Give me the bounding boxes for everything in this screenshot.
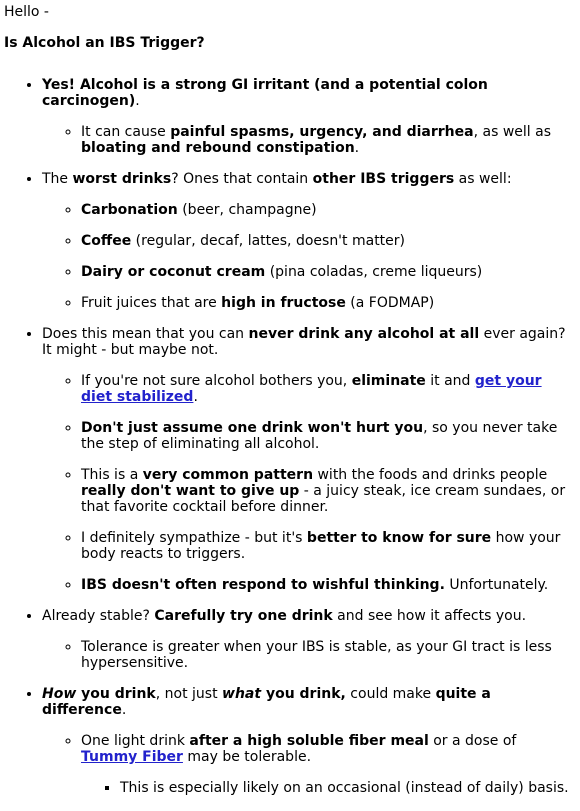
list-item: ◦ If you're not sure alcohol bothers you, eliminate it and get your diet stabilized. — [81, 373, 576, 405]
list-item: ◦ IBS doesn't often respond to wishful thinking. Unfortunately. — [81, 577, 576, 593]
sublist — [42, 124, 576, 156]
newsletter-body — [4, 4, 576, 811]
sublist — [81, 780, 576, 796]
list-item: ◦ One light drink after a high soluble fiber meal or a dose of Tummy Fiber may be tolerable. ▪ This is especially likely on an occasional (instead of daily) basis. — [81, 733, 576, 796]
get-diet-stabilized-link[interactable]: get your diet stabilized — [81, 373, 542, 405]
list-item: ▪ This is especially likely on an occasional (instead of daily) basis. — [120, 780, 576, 796]
list-item: ◦ This is a very common pattern with the foods and drinks people really don't want to give up - a juicy steak, ice cream sundaes, or that favorite cocktail before dinner. — [81, 467, 576, 515]
list-item-how-you-drink: • How you drink, not just what you drink, could make quite a difference. ◦ One light drink after a high soluble fiber meal or a dose of Tummy Fiber may be tolerable. ▪ This is especially likely on an occasional (instead of daily) basis. — [42, 686, 576, 796]
sublist — [42, 373, 576, 593]
list-item: ◦ Dairy or coconut cream (pina coladas, creme liqueurs) — [81, 264, 576, 280]
list-item: ◦ Carbonation (beer, champagne) — [81, 202, 576, 218]
main-list — [4, 77, 576, 796]
sublist — [42, 202, 576, 311]
sublist — [42, 639, 576, 671]
list-item: ◦ Coffee (regular, decaf, lattes, doesn't matter) — [81, 233, 576, 249]
page-title: Is Alcohol an IBS Trigger? — [4, 35, 205, 51]
list-item: ◦ It can cause painful spasms, urgency, and diarrhea, as well as bloating and rebound constipation. — [81, 124, 576, 156]
list-item-never-drink: • Does this mean that you can never drink any alcohol at all ever again? It might - but maybe not. ◦ If you're not sure alcohol bothers you, eliminate it and get your diet stabilized. ◦ Don't just assume one drink won't hurt you, so you never take the step of eliminating all alcohol. ◦ This is a very common pattern with the foods and drinks people really don't want to give up - a juicy steak, ice cream sundaes, or that favorite cocktail before dinner. ◦ I definitely sympathize - but it's better to know for sure how your body reacts to triggers. ◦ IBS doesn't often respond to wishful thinking. Unfortunately. — [42, 326, 576, 593]
sublist — [42, 733, 576, 796]
list-item: ◦ I definitely sympathize - but it's better to know for sure how your body reacts to triggers. — [81, 530, 576, 562]
list-item: ◦ Don't just assume one drink won't hurt you, so you never take the step of eliminating all alcohol. — [81, 420, 576, 452]
list-item-already-stable: • Already stable? Carefully try one drink and see how it affects you. ◦ Tolerance is greater when your IBS is stable, as your GI tract is less hypersensitive. — [42, 608, 576, 671]
greeting: Hello - — [4, 4, 49, 20]
list-item: ◦ Tolerance is greater when your IBS is stable, as your GI tract is less hypersensitive. — [81, 639, 576, 671]
list-item: ◦ Fruit juices that are high in fructose (a FODMAP) — [81, 295, 576, 311]
tummy-fiber-link[interactable]: Tummy Fiber — [81, 749, 183, 765]
list-item-alcohol-irritant: • Yes! Alcohol is a strong GI irritant (and a potential colon carcinogen). ◦ It can cause painful spasms, urgency, and diarrhea, as well as bloating and rebound constipation. — [42, 77, 576, 156]
list-item-worst-drinks: • The worst drinks? Ones that contain other IBS triggers as well: ◦ Carbonation (beer, champagne) ◦ Coffee (regular, decaf, lattes, doesn't matter) ◦ Dairy or coconut cream (pina coladas, creme liqueurs) ◦ Fruit juices that are high in fructose (a FODMAP) — [42, 171, 576, 311]
